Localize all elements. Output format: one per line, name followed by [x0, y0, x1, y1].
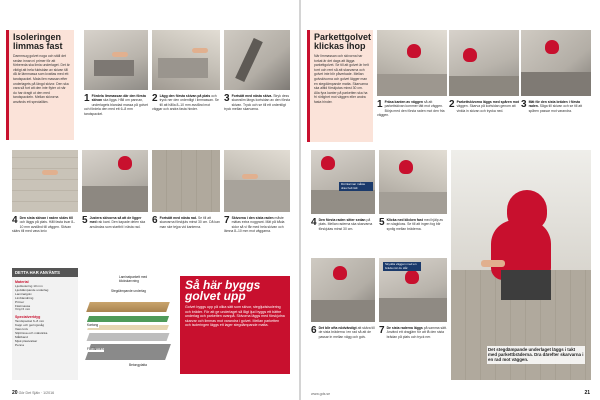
left-footer [12, 390, 54, 396]
diagram-label-base: Fixtitämnen [87, 347, 104, 351]
step-6-photo [152, 150, 220, 212]
photo-tag-2: Skydda väggen med en bräda när du slår [383, 262, 421, 271]
left-page-number: 20 [12, 390, 18, 396]
diagram-label-concrete: Betongplatta [129, 363, 147, 367]
diagram-label-parquet: Laminatparkett med klickskarvning [118, 276, 168, 283]
right-step-3-text: 3 Mät för den sista bräden i första raden. Såga till skivan och se till att spåren passar mot varandra. [521, 99, 583, 113]
step-7-photo [224, 150, 290, 212]
material-item: Laminatgolv [15, 291, 32, 296]
right-step-1-text: 1 Fräsa kanten av väggen så att parkettskivan kommer tätt mot väggen. Börja med den första raden mot den fria väggen. [377, 99, 445, 118]
step-5-photo [82, 150, 148, 212]
right-title-box [307, 30, 373, 142]
diagram-label-cardboard: Kartong [87, 323, 99, 327]
tool-item: Tandspackel 6–8 mm [15, 319, 45, 324]
step-7-text: 7 Skivorna i den sista raden måste mätas extra noggrant. Mät på båda sidor så vi får med hela skivan och lämna 8–10 mm mot väggarna. [224, 215, 285, 234]
step-1-text: 1 Fördela limmassan där den första skivan ska ligga. Håll om pannan, underlagets blandad massa på golvet och fördela den med ett 6–8 mm tandspackel. [84, 93, 148, 116]
tip-box [180, 276, 290, 374]
right-step-5-photo [379, 150, 447, 214]
step-5-text: 5 Justera skivorna så att de ligger med rak kant. Den kapade delen ska användas som startbit i nästa rad. [82, 215, 146, 229]
step-2-photo [152, 30, 220, 90]
material-item: Limblandning [15, 295, 34, 300]
right-page-number-wrap [584, 390, 590, 396]
tool-item: Vass kniv [15, 327, 29, 332]
right-step-4-text: 4 Den första raden sitter sedan på plats. Mellan raderna ska skarvarna förskjutas minst 30 cm. [311, 217, 373, 231]
right-page-title: Parkettgolvet klickas ihop [314, 32, 372, 51]
tool-item: Sliptrissa och mätsticka [15, 331, 48, 336]
tool-item: Mjuk plastvalsar [15, 338, 38, 343]
tool-item: Måttband [15, 334, 28, 339]
right-step-5-text: 5 Klicka ned klicken fast med hjälp av en slagkloss. Se till att ingen fog blir synlig mellan bräderna. [379, 217, 444, 231]
right-page-number: 21 [584, 390, 590, 396]
right-step-7-photo [379, 258, 447, 322]
right-page [301, 0, 600, 400]
step-1-photo [84, 30, 148, 90]
right-step-7-text: 7 De sista raderna läggs på samma sätt. Använd ett dragjärn för att få den sista brädan på plats och tryck ner. [379, 325, 447, 339]
right-footer [311, 392, 330, 396]
parquet-layer [86, 302, 170, 312]
step-3-text: 3 Fortsätt med nästa skiva. Stryk dess skarvslim längs kortsidan av den första skivan. Tryck och se till ett ordentligt tryck mellan skarvarna. [224, 93, 290, 112]
step-6-text: 6 Fortsätt med nästa rad. Se till att skarvarna förskjuts minst 30 cm. Då kan man ske tejpa vid kanterna. [152, 215, 220, 229]
tools-heading: Specialverktyg [15, 315, 41, 320]
tool-item: Kapp och geringssåg [15, 323, 45, 328]
step-4-text: 4 Den sista skivan i raden skärs till och läggs på plats. Håll fasta kvar 8–10 mm avstånd till väggen. Skivan skärs till med vass kniv. [12, 215, 75, 234]
material-item: Vinyl 6 mm [15, 307, 31, 312]
tool-item: Penna [15, 342, 24, 347]
right-folio-text: www.gds.se [311, 392, 331, 396]
right-step-1-photo [377, 30, 447, 96]
right-step-6-photo [311, 258, 375, 322]
main-photo-caption: Det stegdämpande underlaget läggs i takt med parkettbräderna. Dra därefter skarvarna i en rad mot väggen. [488, 347, 584, 363]
right-step-3-photo [521, 30, 591, 96]
right-step-4-photo [311, 150, 375, 214]
underlay-layer [87, 316, 169, 322]
material-item: Primer [15, 299, 25, 304]
materials-factbox [12, 268, 78, 380]
step-2-text: 2 Lägg den första skivan på plats och tryck ner den ordentligt i limmassan. Se till att hålla 8–10 mm avstånd mot väggar och andra fasta hinder. [152, 93, 219, 112]
right-intro-text: När limmassan och skivorna har torkat är det dags att lägga parkettgolvet. Se till att golvet är helt torrt och rent så att skarvarna och golvet inte blir påverkade. Mellan golvskivorna och golvet lägger man en stegdämpande matta. Skarvarna ska alltid förskjutas minst 30 cm. Alla fyra kanter på parketten ska ha fri rörlighet mot väggen eller andra fasta hinder. [314, 54, 369, 104]
step-4-photo [12, 150, 78, 212]
tip-text: Golvet byggs upp på olika sätt som skivor, stegljudsisolering och bräder. För att ge underlaget så lågt ljud byggs ett bättre underlag och parketten ovanpå. Skivorna läggs med förskjutna skarvar och limmas mot varandra i golvet. Mellan parketten och isoleringen läggs ett lager stegdämpande matta. [185, 305, 285, 328]
tip-title: Så här byggs golvet upp [185, 278, 261, 303]
base-layer [87, 333, 170, 341]
floor-layers-diagram [84, 272, 172, 376]
material-item: Ljudisolering 10 mm [15, 284, 43, 288]
left-folio-text: Gör Det Själv · 1/2016 [18, 391, 55, 395]
right-step-2-text: 2 Parkettskivorna läggs med spåren mot väggen. Skarva på kortsidan genom att vinkla in skivan och trycka ned. [449, 99, 519, 113]
left-intro-text: Dammsug golvet noga och ställ det sedan innan ni primer för att förbereda ska limia underlaget. Det är viktigt att hela fuktsidan av skivan tål då är lämmassa som kvattas med ett tandspackel. Mata ilen massan efter underlagets på längd skivor. Den ska vara så fort att den inte flyter ut när du har dragit ut den med tandspackeln. Mellan skivorna används ett specialläm. [13, 54, 70, 104]
factbox-header: DETTA HAR ANVÄNTS [12, 268, 78, 277]
cardboard-layer [87, 325, 169, 330]
photo-tag-1: Dörrkarmar måste dras helt tätt [339, 182, 373, 191]
left-page [0, 0, 299, 400]
right-step-2-photo [449, 30, 519, 96]
materials-heading: Material [15, 280, 29, 284]
material-item: Ljuddämpande underlag [15, 287, 49, 292]
step-3-photo [224, 30, 290, 90]
left-title-box [6, 30, 74, 140]
left-page-title: Isoleringen limmas fast [13, 32, 63, 51]
right-step-6-text: 6 Det blir ofta nödvändigt att skära till de sista bräderna i en rad så att de passar in mellan vägg och golv. [311, 325, 375, 339]
diagram-label-underlay: Stegdämpande underlag [110, 290, 156, 294]
material-item: Fästmassa [15, 303, 31, 308]
